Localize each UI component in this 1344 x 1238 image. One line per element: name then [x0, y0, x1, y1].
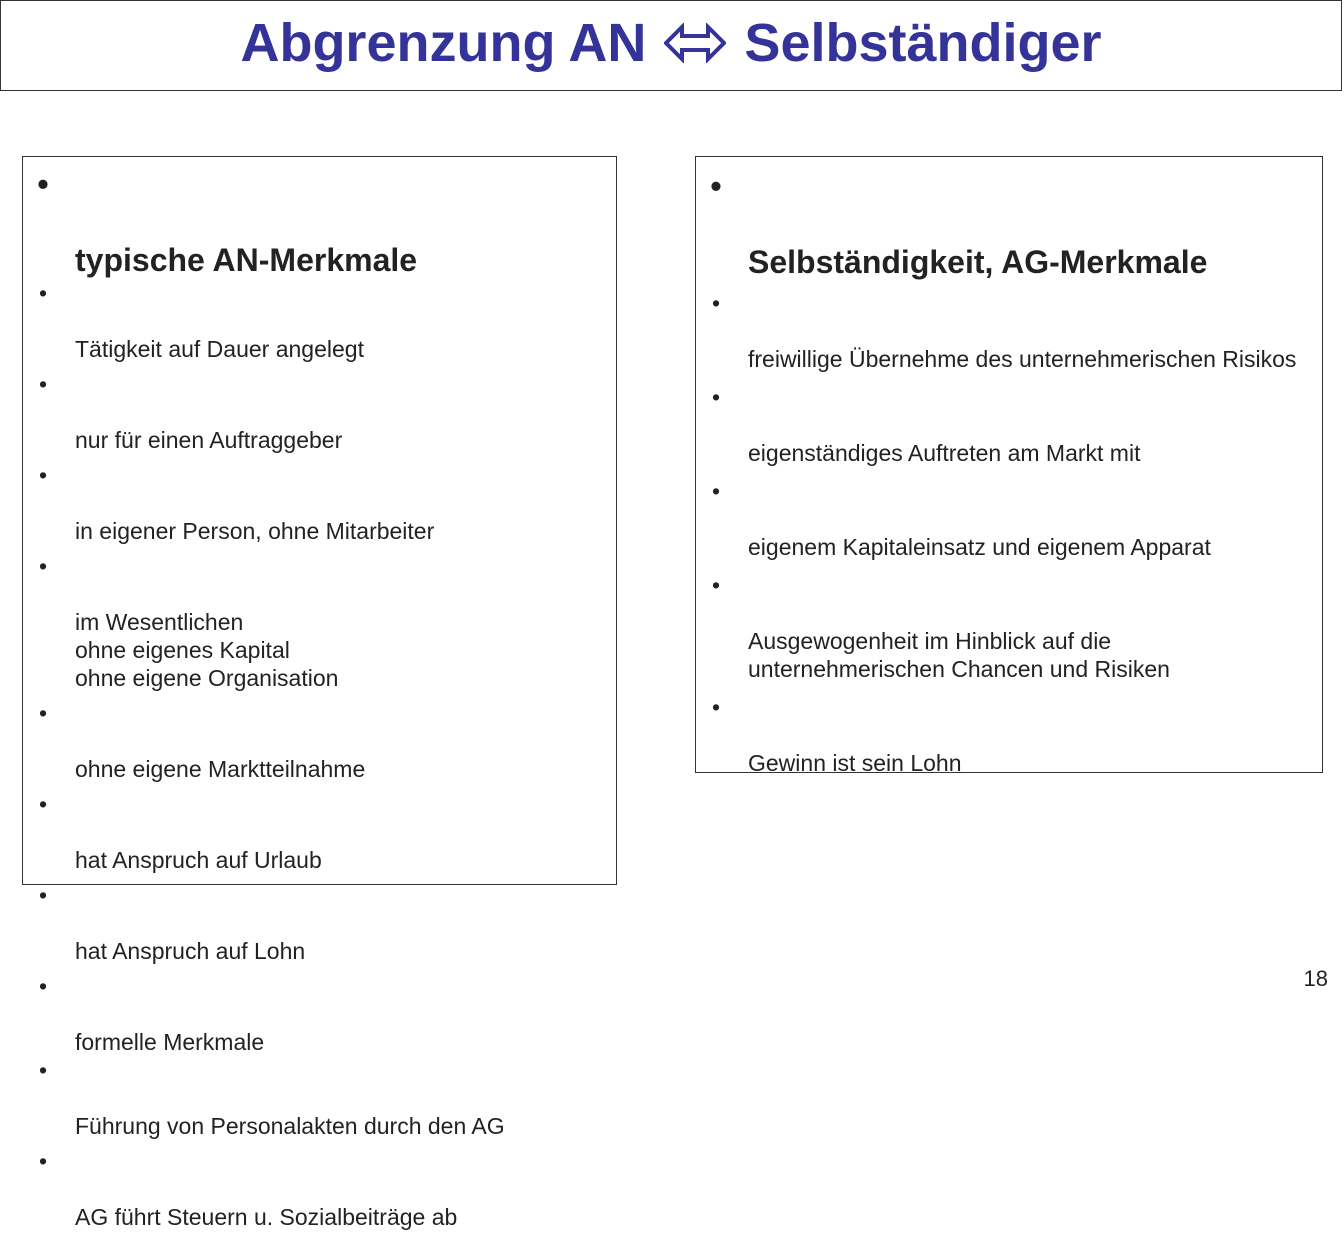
bullet-icon: •: [710, 168, 722, 204]
bullet-icon: •: [711, 572, 721, 598]
list-item-text: hat Anspruch auf Lohn: [75, 938, 306, 964]
heading-text: typische AN-Merkmale: [75, 242, 418, 278]
list-item-text: Ausgewogenheit im Hinblick auf die unternehmerischen Chancen und Risiken: [748, 628, 1170, 682]
list-item: [23, 279, 616, 363]
list-item-text: eigenständiges Auftreten am Markt mit: [748, 440, 1141, 466]
list-item: [696, 571, 1322, 683]
list-item-text: freiwillige Übernehme des unternehmerischen Risikos: [748, 346, 1297, 372]
list-item: [23, 790, 616, 874]
page-number: 18: [1303, 966, 1328, 991]
list-item: [696, 383, 1322, 467]
list-item-text: AG führt Steuern u. Sozialbeiträge ab: [75, 1204, 458, 1230]
list-item: [23, 699, 616, 783]
list-item-text: eigenem Kapitaleinsatz und eigenem Apparat: [748, 534, 1211, 560]
list-item: [23, 1147, 616, 1231]
bullet-icon: •: [38, 553, 48, 579]
list-item-text: formelle Merkmale: [75, 1029, 265, 1055]
list-item: [23, 370, 616, 454]
list-item-text: nur für einen Auftraggeber: [75, 427, 343, 453]
list-heading: [696, 167, 1322, 281]
title-right-text: Selbständiger: [744, 12, 1102, 73]
heading-text: Selbständigkeit, AG-Merkmale: [748, 244, 1208, 280]
bullet-icon: •: [38, 462, 48, 488]
list-item-text: Gewinn ist sein Lohn: [748, 750, 962, 776]
bullet-icon: •: [38, 371, 48, 397]
bullet-icon: •: [711, 290, 721, 316]
list-item: [696, 693, 1322, 777]
left-right-arrow-icon: [664, 23, 726, 63]
self-employment-features-panel: [695, 156, 1323, 776]
list-item: [696, 477, 1322, 561]
list-item: [23, 972, 616, 1056]
bullet-icon: •: [38, 791, 48, 817]
bullet-icon: •: [38, 1148, 48, 1174]
self-employment-features-list: [696, 167, 1322, 787]
list-item-text: ohne eigene Marktteilnahme: [75, 756, 366, 782]
bullet-icon: •: [38, 1057, 48, 1083]
an-features-list: [23, 165, 616, 1238]
list-item: [23, 552, 616, 692]
list-item-text: Führung von Personalakten durch den AG: [75, 1113, 505, 1139]
list-heading: [23, 165, 616, 279]
bullet-icon: •: [38, 280, 48, 306]
bullet-icon: •: [711, 384, 721, 410]
bullet-icon: •: [711, 478, 721, 504]
slide-title: [240, 12, 1101, 74]
list-item-text: hat Anspruch auf Urlaub: [75, 847, 322, 873]
bullet-icon: •: [38, 700, 48, 726]
bullet-icon: •: [38, 973, 48, 999]
bullet-icon: •: [711, 694, 721, 720]
list-item-text: Tätigkeit auf Dauer angelegt: [75, 336, 364, 362]
bullet-icon: •: [37, 166, 49, 202]
bullet-icon: •: [38, 882, 48, 908]
title-bar: [0, 0, 1342, 91]
list-item: [23, 881, 616, 965]
list-item: [23, 461, 616, 545]
list-item: [23, 1056, 616, 1140]
list-item-text: im Wesentlichen ohne eigenes Kapital ohne eigene Organisation: [75, 609, 339, 691]
list-item: [696, 289, 1322, 373]
title-left-text: Abgrenzung AN: [240, 12, 647, 73]
an-features-panel: [22, 156, 617, 1230]
list-item-text: in eigener Person, ohne Mitarbeiter: [75, 518, 435, 544]
